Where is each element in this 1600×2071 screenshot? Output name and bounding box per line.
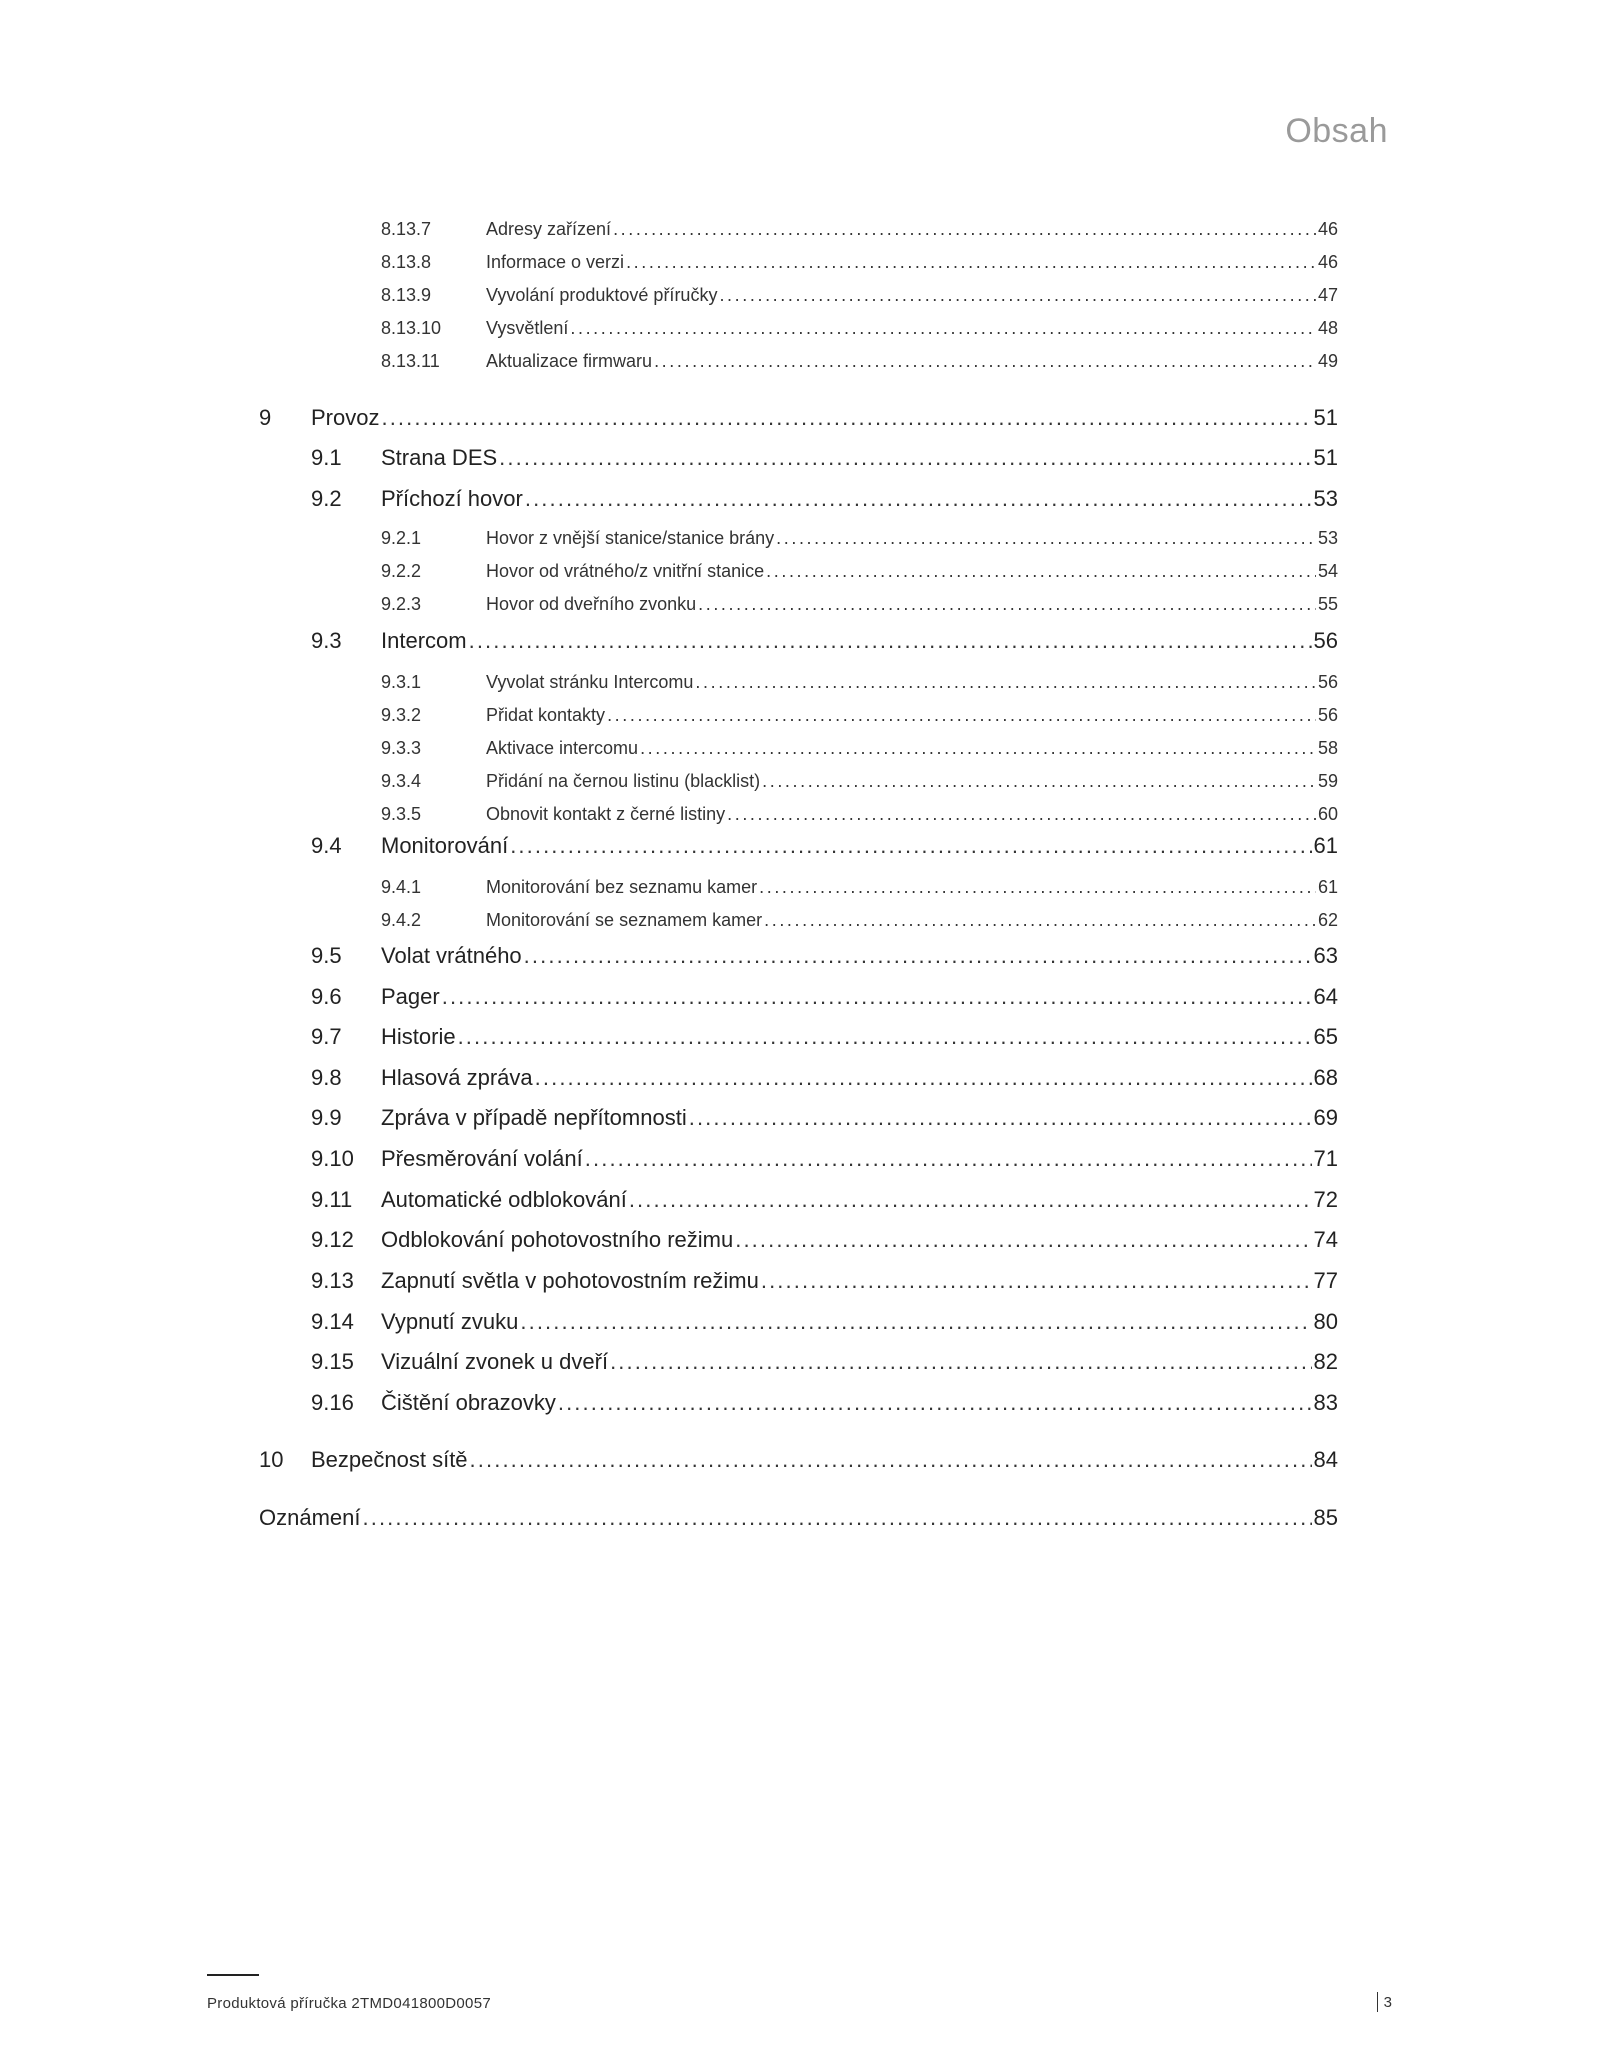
- toc-entry-leader: [764, 910, 1316, 931]
- toc-entry[interactable]: [381, 910, 1338, 931]
- toc-entry-page: 80: [1313, 1309, 1338, 1334]
- toc-entry-number: 9.4.2: [381, 910, 422, 930]
- toc-entry-number: 9.3.3: [381, 738, 422, 758]
- footer-page-label: 3: [1383, 1993, 1392, 2011]
- toc-entry-number: 9.12: [311, 1227, 354, 1252]
- toc-entry-leader: [381, 405, 1311, 431]
- toc-entry-title: Obnovit kontakt z černé listiny: [486, 804, 726, 824]
- toc-entry[interactable]: [311, 943, 1338, 969]
- toc-entry-title: Intercom: [381, 628, 467, 653]
- toc-entry-title: Historie: [381, 1024, 456, 1049]
- toc-entry[interactable]: [311, 1065, 1338, 1091]
- toc-entry-number: 9.5: [311, 943, 342, 968]
- toc-entry-leader: [610, 1349, 1311, 1375]
- toc-entry-page: 47: [1317, 285, 1338, 305]
- toc-entry-title: Aktualizace firmwaru: [486, 351, 653, 371]
- toc-entry-title: Přidat kontakty: [486, 705, 606, 725]
- toc-entry[interactable]: [381, 771, 1338, 792]
- toc-entry-leader: [442, 984, 1312, 1010]
- toc-entry-page: 49: [1317, 351, 1338, 371]
- toc-entry-number: 9.2.1: [381, 528, 422, 548]
- toc-entry-page: 55: [1317, 594, 1338, 614]
- toc-entry-title: Vypnutí zvuku: [381, 1309, 519, 1334]
- toc-entry-title: Aktivace intercomu: [486, 738, 639, 758]
- toc-entry-title: Zpráva v případě nepřítomnosti: [381, 1105, 687, 1130]
- toc-entry-page: 69: [1313, 1105, 1338, 1130]
- toc-entry-page: 61: [1313, 833, 1338, 858]
- toc-entry-leader: [626, 252, 1316, 273]
- toc-entry-leader: [458, 1024, 1312, 1050]
- footer-rule: [207, 1974, 259, 1976]
- toc-entry-page: 56: [1313, 628, 1338, 653]
- toc-entry-title: Monitorování: [381, 833, 509, 858]
- toc-entry-number: 9.3.2: [381, 705, 422, 725]
- toc-entry-page: 54: [1317, 561, 1338, 581]
- toc-entry-number: 9.14: [311, 1309, 354, 1334]
- toc-entry-number: 9.4.1: [381, 877, 422, 897]
- toc-entry-leader: [558, 1390, 1312, 1416]
- toc-entry-page: 46: [1317, 252, 1338, 272]
- toc-entry-page: 74: [1313, 1227, 1338, 1252]
- toc-entry-leader: [698, 594, 1316, 615]
- toc-entry-leader: [759, 877, 1316, 898]
- toc-entry-title: Vizuální zvonek u dveří: [381, 1349, 609, 1374]
- page-title: Obsah: [1285, 112, 1388, 150]
- toc-entry[interactable]: [381, 528, 1338, 549]
- toc-entry-page: 51: [1313, 445, 1338, 470]
- toc-entry-leader: [510, 833, 1311, 859]
- toc-entry-page: 82: [1313, 1349, 1338, 1374]
- toc-entry-number: 9.2.3: [381, 594, 422, 614]
- toc-entry-title: Oznámení: [259, 1505, 361, 1530]
- toc-entry-title: Odblokování pohotovostního režimu: [381, 1227, 734, 1252]
- toc-entry-page: 48: [1317, 318, 1338, 338]
- toc-entry-title: Hovor z vnější stanice/stanice brány: [486, 528, 775, 548]
- toc-entry-title: Hovor od vrátného/z vnitřní stanice: [486, 561, 765, 581]
- toc-entry-number: 9.3.4: [381, 771, 422, 791]
- toc-entry-number: 9.3.5: [381, 804, 422, 824]
- toc-entry-leader: [629, 1187, 1312, 1213]
- toc-entry-title: Bezpečnost sítě: [311, 1447, 468, 1472]
- toc-entry-page: 53: [1317, 528, 1338, 548]
- toc-entry-page: 61: [1317, 877, 1338, 897]
- toc-entry-page: 63: [1313, 943, 1338, 968]
- toc-entry-leader: [520, 1309, 1311, 1335]
- toc-entry-leader: [585, 1146, 1312, 1172]
- footer-page-number: [1377, 1992, 1392, 2012]
- toc-entry[interactable]: [381, 285, 1338, 306]
- toc-entry-title: Přesměrování volání: [381, 1146, 583, 1171]
- toc-entry-leader: [607, 705, 1316, 726]
- toc-entry-page: 56: [1317, 705, 1338, 725]
- toc-entry-number: 9.1: [311, 445, 342, 470]
- toc-entry[interactable]: [259, 1447, 1338, 1473]
- toc-entry[interactable]: [311, 984, 1338, 1010]
- toc-entry-page: 46: [1317, 219, 1338, 239]
- toc-entry-title: Vysvětlení: [486, 318, 569, 338]
- toc-entry-leader: [689, 1105, 1312, 1131]
- toc-entry-title: Informace o verzi: [486, 252, 625, 272]
- toc-entry[interactable]: [311, 486, 1338, 512]
- toc-entry[interactable]: [259, 1505, 1338, 1531]
- toc-entry[interactable]: [381, 252, 1338, 273]
- toc-entry-number: 9.7: [311, 1024, 342, 1049]
- toc-entry-number: 10: [259, 1447, 284, 1472]
- toc-entry[interactable]: [311, 1268, 1338, 1294]
- toc-entry[interactable]: [381, 705, 1338, 726]
- toc-entry-title: Pager: [381, 984, 440, 1009]
- toc-entry-page: 84: [1313, 1447, 1338, 1472]
- toc-entry-number: 8.13.7: [381, 219, 432, 239]
- toc-entry-number: 9.3: [311, 628, 342, 653]
- toc-entry-title: Hovor od dveřního zvonku: [486, 594, 697, 614]
- toc-entry-page: 77: [1313, 1268, 1338, 1293]
- toc-entry-number: 9.4: [311, 833, 342, 858]
- toc-entry[interactable]: [381, 561, 1338, 582]
- footer-document-name: Produktová příručka 2TMD041800D0057: [207, 1995, 491, 2012]
- toc-entry[interactable]: [311, 1349, 1338, 1375]
- toc-entry[interactable]: [381, 738, 1338, 759]
- toc-entry-leader: [613, 219, 1316, 240]
- toc-entry-number: 9.6: [311, 984, 342, 1009]
- toc-entry-title: Strana DES: [381, 445, 498, 470]
- toc-entry-leader: [499, 445, 1311, 471]
- toc-entry-page: 83: [1313, 1390, 1338, 1415]
- toc-entry-leader: [766, 561, 1316, 582]
- toc-entry[interactable]: [311, 833, 1338, 859]
- toc-entry-title: Čištění obrazovky: [381, 1390, 556, 1415]
- toc-entry-number: 9: [259, 405, 272, 430]
- toc-entry-page: 64: [1313, 984, 1338, 1009]
- toc-entry-title: Adresy zařízení: [486, 219, 612, 239]
- toc-entry-leader: [524, 943, 1312, 969]
- toc-entry-number: 8.13.9: [381, 285, 432, 305]
- toc-entry-title: Hlasová zpráva: [381, 1065, 533, 1090]
- toc-entry-page: 68: [1313, 1065, 1338, 1090]
- toc-entry-leader: [525, 486, 1312, 512]
- toc-entry[interactable]: [311, 1146, 1338, 1172]
- toc-entry-number: 9.16: [311, 1390, 354, 1415]
- toc-entry[interactable]: [381, 672, 1338, 693]
- toc-entry[interactable]: [311, 445, 1338, 471]
- toc-entry-page: 85: [1313, 1505, 1338, 1530]
- toc-entry[interactable]: [311, 1024, 1338, 1050]
- toc-entry[interactable]: [381, 804, 1338, 825]
- toc-entry-leader: [761, 1268, 1312, 1294]
- toc-entry-page: 56: [1317, 672, 1338, 692]
- toc-entry-leader: [735, 1227, 1311, 1253]
- toc-entry[interactable]: [311, 628, 1338, 654]
- toc-entry-page: 60: [1317, 804, 1338, 824]
- toc-entry-leader: [776, 528, 1316, 549]
- toc-entry-number: 9.2: [311, 486, 342, 511]
- toc-entry[interactable]: [381, 219, 1338, 240]
- toc-entry[interactable]: [381, 877, 1338, 898]
- toc-entry-title: Zapnutí světla v pohotovostním režimu: [381, 1268, 759, 1293]
- toc-entry-number: 8.13.11: [381, 351, 440, 371]
- toc-entry-title: Příchozí hovor: [381, 486, 523, 511]
- toc-entry[interactable]: [259, 405, 1338, 431]
- toc-entry-number: 9.11: [311, 1187, 353, 1212]
- toc-entry[interactable]: [381, 318, 1338, 339]
- toc-entry-leader: [695, 672, 1316, 693]
- toc-entry[interactable]: [311, 1105, 1338, 1131]
- toc-entry[interactable]: [311, 1309, 1338, 1335]
- toc-entry-page: 65: [1313, 1024, 1338, 1049]
- toc-entry-title: Vyvolání produktové příručky: [486, 285, 718, 305]
- toc-entry-number: 9.8: [311, 1065, 342, 1090]
- toc-entry-leader: [470, 1447, 1312, 1473]
- toc-entry[interactable]: [311, 1227, 1338, 1253]
- footer-page-separator: [1377, 1992, 1378, 2012]
- toc-entry-title: Provoz: [311, 405, 380, 430]
- toc-entry-number: 9.2.2: [381, 561, 422, 581]
- toc-entry-page: 72: [1313, 1187, 1338, 1212]
- toc-entry-leader: [719, 285, 1316, 306]
- toc-entry-title: Monitorování se seznamem kamer: [486, 910, 763, 930]
- toc-entry-leader: [535, 1065, 1312, 1091]
- toc-entry-page: 58: [1317, 738, 1338, 758]
- toc-entry-leader: [469, 628, 1312, 654]
- toc-entry-page: 53: [1313, 486, 1338, 511]
- toc-entry-leader: [640, 738, 1316, 759]
- toc-entry-title: Přidání na černou listinu (blacklist): [486, 771, 761, 791]
- toc-entry-number: 9.15: [311, 1349, 354, 1374]
- toc-entry-title: Automatické odblokování: [381, 1187, 627, 1212]
- toc-entry-page: 59: [1317, 771, 1338, 791]
- toc-entry[interactable]: [381, 594, 1338, 615]
- toc-entry-leader: [727, 804, 1316, 825]
- toc-entry-number: 9.10: [311, 1146, 354, 1171]
- toc-entry[interactable]: [311, 1187, 1338, 1213]
- toc-entry-number: 8.13.10: [381, 318, 442, 338]
- toc-entry-leader: [570, 318, 1316, 339]
- toc-entry-title: Volat vrátného: [381, 943, 522, 968]
- toc-entry-number: 9.13: [311, 1268, 354, 1293]
- toc-entry-title: Vyvolat stránku Intercomu: [486, 672, 694, 692]
- toc-entry-leader: [363, 1505, 1312, 1531]
- toc-entry-page: 62: [1317, 910, 1338, 930]
- toc-entry-number: 9.3.1: [381, 672, 422, 692]
- toc-entry-leader: [654, 351, 1316, 372]
- toc-entry-number: 8.13.8: [381, 252, 432, 272]
- toc-entry-page: 51: [1313, 405, 1338, 430]
- toc-entry-page: 71: [1313, 1146, 1338, 1171]
- toc-entry[interactable]: [311, 1390, 1338, 1416]
- toc-entry-title: Monitorování bez seznamu kamer: [486, 877, 758, 897]
- toc-entry[interactable]: [381, 351, 1338, 372]
- toc-entry-number: 9.9: [311, 1105, 342, 1130]
- toc-entry-leader: [762, 771, 1316, 792]
